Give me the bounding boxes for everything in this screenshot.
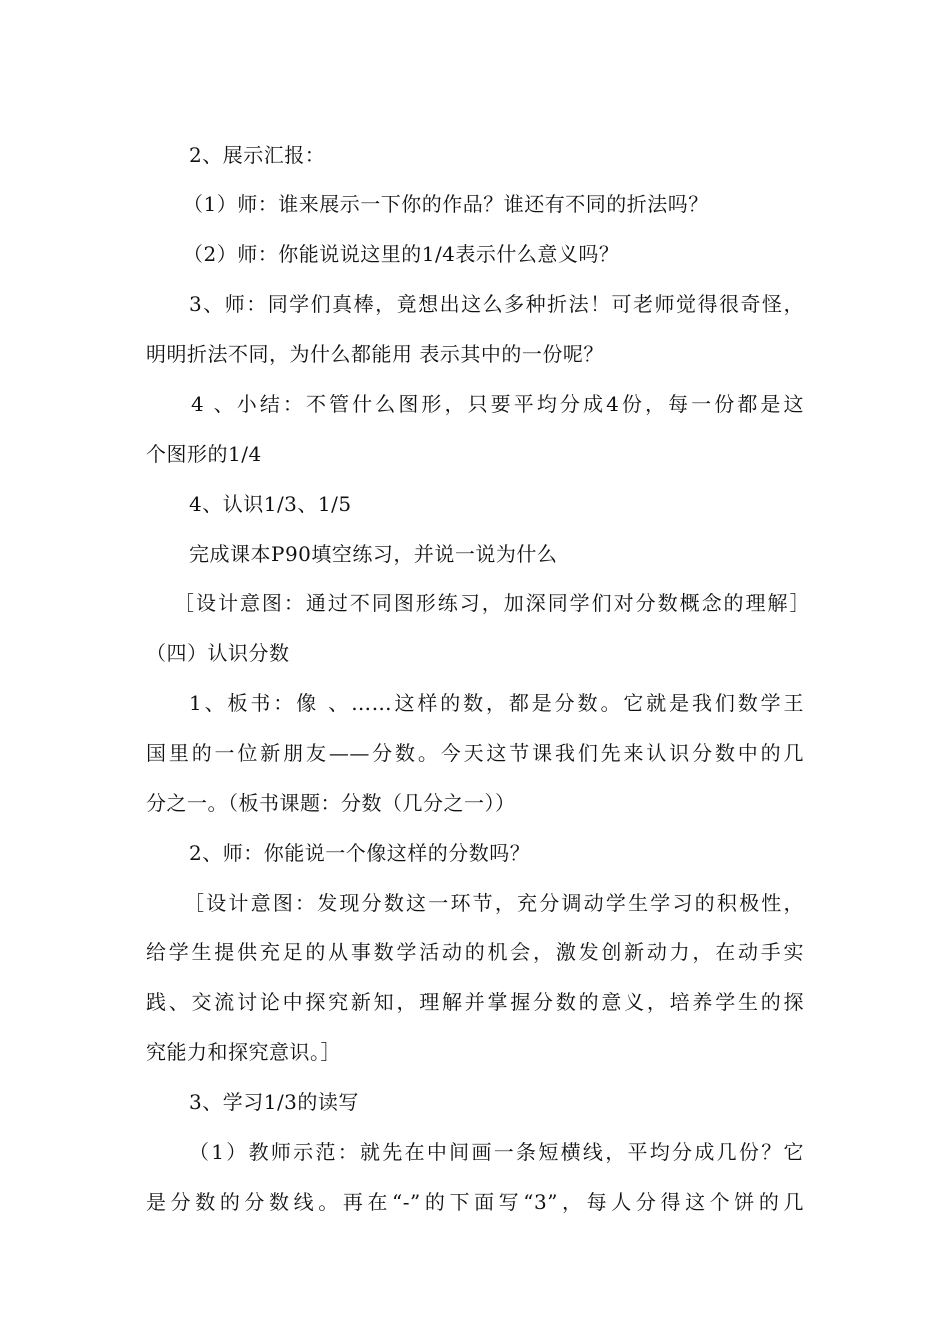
text-line-13: 国里的一位新朋友——分数。今天这节课我们先来认识分数中的几 xyxy=(146,741,804,765)
text-line-22: 是分数的分数线。再在“-”的下面写“3”，每人分得这个饼的几 xyxy=(146,1190,804,1214)
text-line-12: 1、板书：像 、……这样的数，都是分数。它就是我们数学王 xyxy=(189,691,804,715)
text-line-16: ［设计意图：发现分数这一环节，充分调动学生学习的积极性， xyxy=(184,891,804,915)
text-line-3: （2）师：你能说说这里的1/4表示什么意义吗？ xyxy=(183,242,620,266)
text-line-15: 2、师：你能说一个像这样的分数吗？ xyxy=(189,841,531,865)
text-line-11: （四）认识分数 xyxy=(146,641,290,665)
text-line-2: （1）师：谁来展示一下你的作品？谁还有不同的折法吗？ xyxy=(183,192,709,216)
text-line-6: 4 、小结：不管什么图形，只要平均分成4份，每一份都是这 xyxy=(191,392,804,416)
text-line-1: 2、展示汇报： xyxy=(189,143,326,167)
text-line-8: 4、认识1/3、1/5 xyxy=(189,492,352,516)
text-line-17: 给学生提供充足的从事数学活动的机会，激发创新动力，在动手实 xyxy=(146,940,804,964)
text-line-10: ［设计意图：通过不同图形练习，加深同学们对分数概念的理解］ xyxy=(174,591,810,615)
text-line-21: （1）教师示范：就先在中间画一条短横线，平均分成几份？它 xyxy=(189,1140,804,1164)
text-line-20: 3、学习1/3的读写 xyxy=(189,1090,359,1114)
text-line-9: 完成课本P90填空练习，并说一说为什么 xyxy=(189,542,558,566)
text-line-4: 3、师：同学们真棒，竟想出这么多种折法！可老师觉得很奇怪， xyxy=(189,292,804,316)
text-line-19: 究能力和探究意识。］ xyxy=(146,1040,341,1064)
text-line-7: 个图形的1/4 xyxy=(146,442,262,466)
text-line-18: 践、交流讨论中探究新知，理解并掌握分数的意义，培养学生的探 xyxy=(146,990,804,1014)
text-line-5: 明明折法不同，为什么都能用 表示其中的一份呢？ xyxy=(146,342,604,366)
text-line-14: 分之一。（板书课题：分数（几分之一）） xyxy=(146,791,516,815)
